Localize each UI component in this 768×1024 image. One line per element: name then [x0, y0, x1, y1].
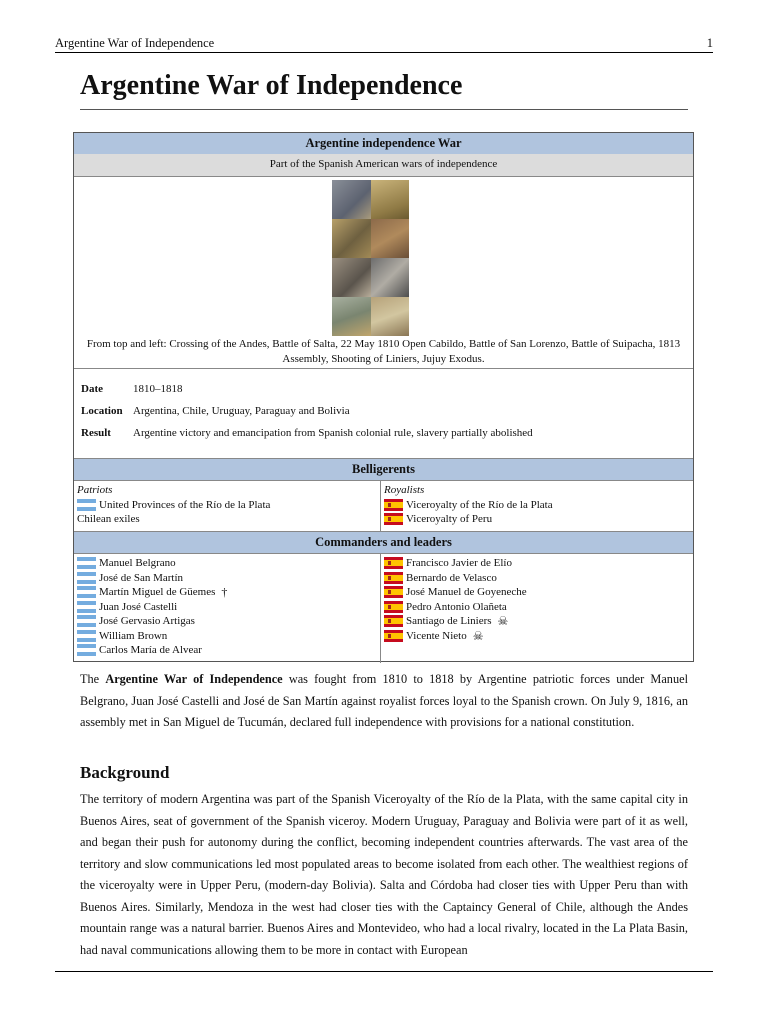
commander-item[interactable] — [77, 629, 377, 644]
title-rule — [80, 109, 688, 110]
commander-name: Carlos María de Alvear — [99, 644, 202, 656]
commander-item[interactable] — [77, 571, 377, 586]
spain-flag-icon — [384, 601, 403, 613]
collage-tile-shooting-of-liniers — [332, 297, 371, 336]
commander-item[interactable] — [77, 585, 377, 600]
fact-label: Location — [81, 405, 123, 417]
argentina-flag-icon — [77, 601, 96, 613]
header-rule — [55, 52, 713, 53]
commander-item[interactable] — [384, 614, 684, 629]
belligerent-name: Chilean exiles — [77, 513, 140, 525]
commander-name: José Gervasio Artigas — [99, 615, 195, 627]
belligerents-patriots — [77, 483, 377, 527]
argentina-flag-icon — [77, 557, 96, 569]
intro-bold-title: Argentine War of Independence — [105, 672, 283, 686]
commander-name: José de San Martín — [99, 571, 184, 584]
commander-name: José Manuel de Goyeneche — [406, 586, 527, 598]
fact-value[interactable]: Argentina, Chile, Uruguay, Paraguay and Bolivia — [133, 405, 350, 417]
spain-flag-icon — [384, 499, 403, 511]
page-number: 1 — [706, 36, 713, 50]
commander-name: Santiago de Liniers — [406, 615, 492, 627]
fact-result — [81, 427, 687, 439]
commander-item[interactable] — [77, 556, 377, 571]
commander-name: Bernardo de Velasco — [406, 571, 497, 584]
belligerent-item[interactable] — [77, 498, 377, 513]
infobox-title: Argentine independence War — [74, 133, 693, 155]
fact-label: Result — [81, 427, 111, 439]
spain-flag-icon — [384, 586, 403, 598]
belligerent-name: Viceroyalty of the Río de la Plata — [406, 498, 553, 511]
patriots-label: Patriots — [77, 484, 113, 496]
running-header — [55, 36, 713, 51]
commander-name: William Brown — [99, 629, 168, 642]
commanders-heading: Commanders and leaders — [74, 531, 693, 554]
spain-flag-icon — [384, 557, 403, 569]
background-paragraph: The territory of modern Argentina was part of the Spanish Viceroyalty of the Río de la Plata, with the same capital city in Buenos Aires, seat of government of the Spanish viceroy. Modern Uruguay, Paraguay and Bolivia were part of it as well, and began their push for autonomy during the conflict, becoming independent countries afterwards. The vast area of the territory and slow communications led most populated areas to become isolated from each other. The wealthiest regions of the viceroyalty were in Upper Peru, (modern-day Bolivia). Salta and Córdoba had closer ties with Upper Peru than with Buenos Aires. Similarly, Mendoza in the west had closer ties with the Captaincy General of Chile, although the Andes mountain range was a natural barrier. Buenos Aires and Montevideo, who had a local rivalry, located in the La Plata Basin, had naval communications allowing them to be more in contact with European — [80, 792, 688, 957]
intro-paragraph — [80, 669, 688, 734]
dagger-icon: † — [221, 585, 228, 599]
commander-item[interactable] — [384, 585, 684, 600]
commander-item[interactable] — [384, 629, 684, 644]
fact-date — [81, 383, 687, 395]
belligerent-name: Viceroyalty of Peru — [406, 513, 493, 525]
footer-rule — [55, 971, 713, 972]
commander-item[interactable] — [77, 643, 377, 658]
collage-tile-battle-of-san-lorenzo — [371, 219, 410, 258]
belligerent-item[interactable] — [384, 512, 684, 527]
intro-post: was fought from 1810 to 1818 by Argentine patriotic forces under Manuel Belgrano, Juan José Castelli and José de San Martín against royalist forces loyal to the Spanish crown. On July 9, 1816, an assembly met in San Miguel de Tucumán, declared full independence with provisions for a national constitution. — [80, 672, 688, 729]
commander-name: Manuel Belgrano — [99, 557, 176, 569]
spain-flag-icon — [384, 615, 403, 627]
belligerent-name: United Provinces of the Río de la Plata — [99, 498, 271, 511]
spain-flag-icon — [384, 572, 403, 584]
argentina-flag-icon — [77, 644, 96, 656]
collage-tile-1813-assembly — [371, 258, 410, 297]
collage-tile-battle-of-suipacha — [332, 258, 371, 297]
commander-name: Francisco Javier de Elío — [406, 557, 512, 569]
commander-name: Martín Miguel de Güemes — [99, 586, 216, 598]
skull-crossbones-icon: ☠ — [472, 628, 484, 643]
belligerent-item[interactable] — [384, 498, 684, 513]
page-title: Argentine War of Independence — [80, 70, 463, 101]
skull-crossbones-icon: ☠ — [497, 614, 509, 628]
fact-value: 1810–1818 — [133, 383, 183, 395]
royalists-label: Royalists — [384, 484, 425, 496]
argentina-flag-icon — [77, 586, 96, 598]
fact-location — [81, 405, 687, 417]
commander-item[interactable] — [384, 600, 684, 615]
commander-name: Juan José Castelli — [99, 600, 178, 613]
commander-name: Pedro Antonio Olañeta — [406, 600, 507, 613]
collage-tile-open-cabildo — [332, 219, 371, 258]
commanders-patriots — [77, 556, 377, 658]
argentina-flag-icon — [77, 572, 96, 584]
commander-item[interactable] — [384, 556, 684, 571]
image-collage[interactable] — [332, 180, 409, 336]
belligerent-item[interactable] — [77, 512, 377, 527]
commander-item[interactable] — [77, 600, 377, 615]
background-heading: Background — [80, 763, 170, 782]
intro-pre: The — [80, 672, 106, 686]
argentina-flag-icon — [77, 615, 96, 627]
collage-tile-battle-of-salta — [371, 180, 410, 219]
commander-item[interactable] — [384, 571, 684, 586]
fact-value: Argentine victory and emancipation from Spanish colonial rule, slavery partially abolished — [133, 427, 533, 439]
caption-divider — [74, 368, 693, 369]
column-divider — [380, 554, 381, 663]
running-title: Argentine War of Independence — [55, 36, 215, 50]
spain-flag-icon — [384, 630, 403, 642]
fact-label: Date — [81, 383, 103, 395]
infobox-subtitle[interactable]: Part of the Spanish American wars of independence — [74, 154, 693, 177]
collage-tile-jujuy-exodus — [371, 297, 410, 336]
argentina-flag-icon — [77, 630, 96, 642]
commanders-royalists — [384, 556, 684, 643]
column-divider — [380, 481, 381, 531]
commander-name: Vicente Nieto — [406, 629, 467, 642]
argentina-flag-icon — [77, 499, 96, 511]
collage-tile-crossing-of-andes — [332, 180, 371, 219]
belligerents-heading: Belligerents — [74, 458, 693, 481]
belligerents-royalists — [384, 483, 684, 527]
image-caption: From top and left: Crossing of the Andes, Battle of Salta, 22 May 1810 Open Cabildo, Battle of San Lorenzo, Battle of Suipacha, 1813 Assembly, Shooting of Liniers, Jujuy Exodus. — [86, 338, 681, 365]
spain-flag-icon — [384, 513, 403, 525]
commander-item[interactable] — [77, 614, 377, 629]
infobox — [73, 132, 694, 662]
